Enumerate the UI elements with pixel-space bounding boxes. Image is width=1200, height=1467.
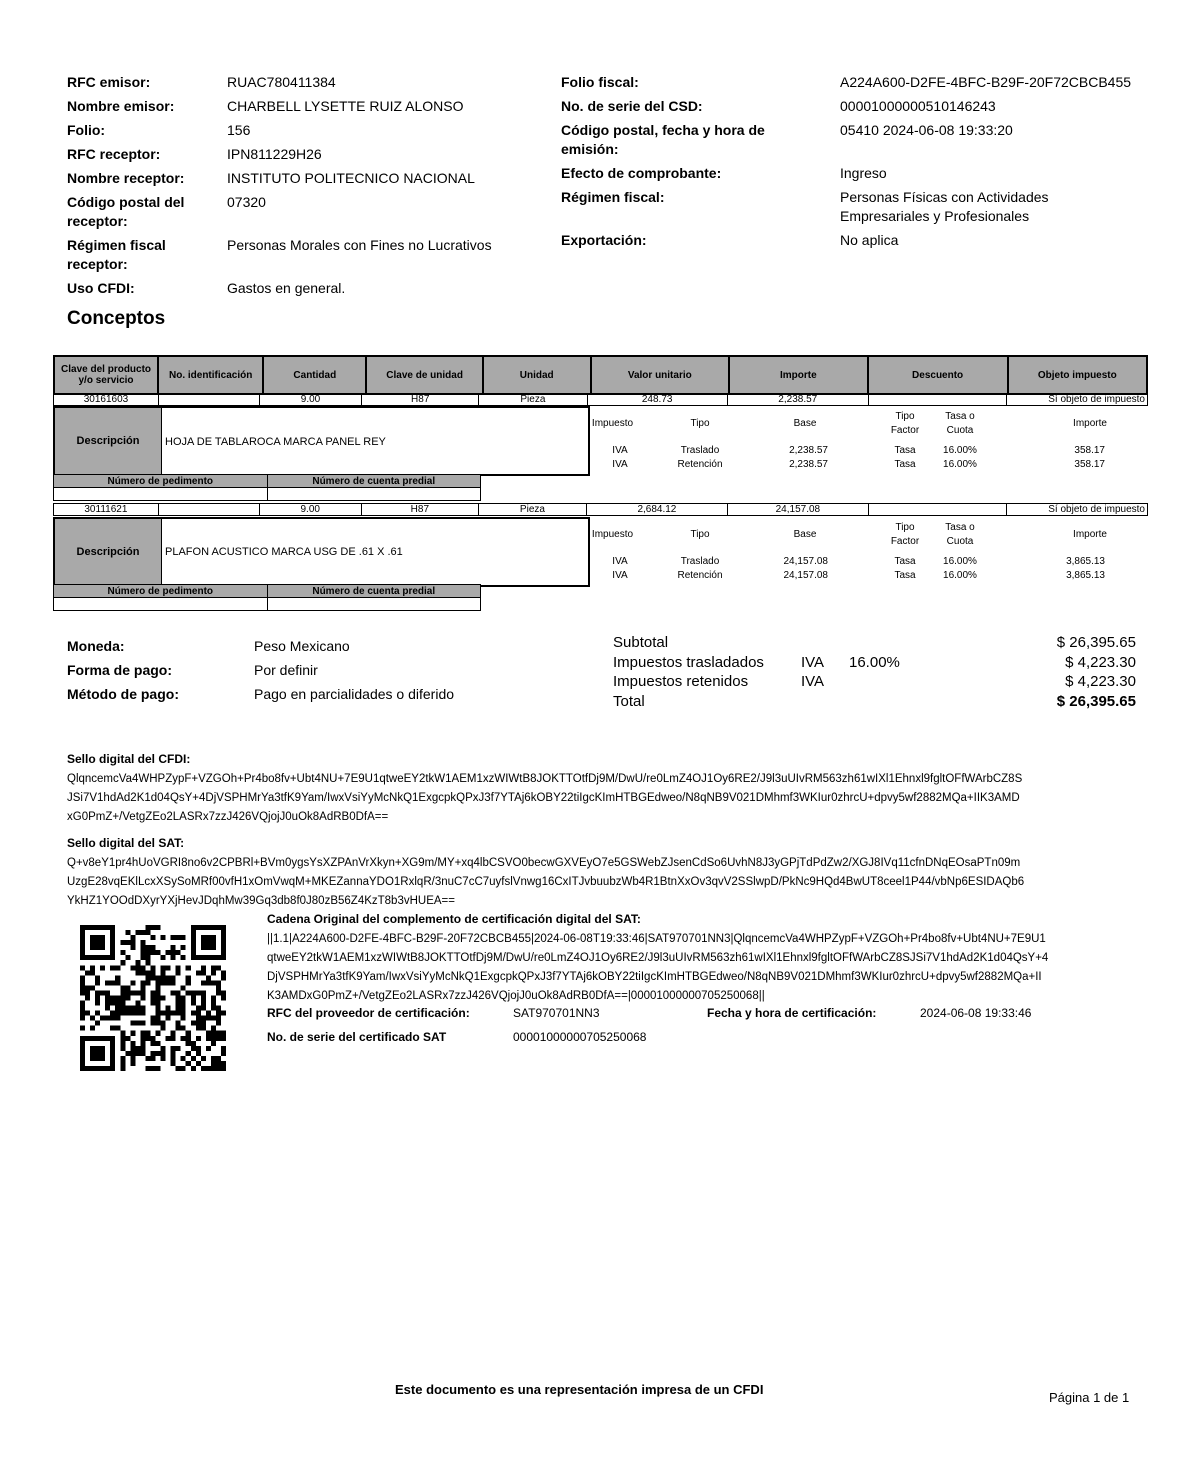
tax-h-tipo: Tipo: [690, 418, 710, 429]
regimen-fiscal-2: Empresariales y Profesionales: [840, 208, 1030, 224]
serie-csd: 00001000000510146243: [840, 98, 996, 114]
descuento: [868, 504, 1006, 516]
sello-cfdi-label: Sello digital del CFDI:: [67, 752, 191, 766]
unidad: Pieza: [478, 504, 586, 516]
sello-cfdi-line: xG0PmZ+/VetgZEo2LASRx7zzJ426VQjojJ0uOk8AdRB0DfA==: [67, 811, 389, 823]
subtotal-label: Subtotal: [613, 634, 669, 651]
descuento: [868, 394, 1006, 406]
tax-h-impuesto: Impuesto: [591, 418, 634, 429]
tax-tipo: Retención: [677, 570, 723, 581]
tax-impuesto: IVA: [612, 556, 628, 567]
page-number: Página 1 de 1: [1049, 1390, 1130, 1405]
sello-cfdi-line: QlqncemcVa4WHPZypF+VZGOh+Pr4bo8fv+Ubt4NU+7E9U1qtweEY2tkW1AEM1xzWIWtB8JOKTTOtfDj9M/DwU/re0LmZ4OJ1Oy6RE2/J9l3uUIvRM563zh61wIXl1Ehnxl9fgltOFfWArbCZ8S: [67, 773, 1023, 785]
header-objeto: Objeto impuesto: [1008, 356, 1147, 394]
tax-h-tasa-2: Cuota: [946, 425, 974, 436]
header-valor-unitario: Valor unitario: [591, 356, 730, 394]
header-clave: Clave del producto y/o servicio: [54, 356, 158, 394]
tax-tipo: Traslado: [680, 445, 720, 456]
conceptos-title: Conceptos: [67, 308, 166, 329]
footer-note: Este documento es una representación impresa de un CFDI: [395, 1382, 764, 1397]
concepto-row: [53, 393, 1148, 406]
tax-importe: 3,865.13: [1066, 570, 1105, 581]
rfc-emisor: RUAC780411384: [227, 74, 336, 90]
tax-h-factor-2: Factor: [890, 425, 920, 436]
tax-tipo: Retención: [677, 459, 723, 470]
conceptos-header: [53, 355, 1148, 395]
tax-importe: 358.17: [1074, 445, 1105, 456]
nombre-emisor-label: Nombre emisor:: [67, 98, 175, 114]
serie-sat-label: No. de serie del certificado SAT: [267, 1030, 447, 1044]
tax-impuesto: IVA: [612, 445, 628, 456]
tax-impuesto: IVA: [612, 570, 628, 581]
moneda-label: Moneda:: [67, 638, 125, 654]
pedimento-value: [54, 598, 268, 611]
importe: 24,157.08: [727, 504, 868, 516]
sello-cfdi: [67, 770, 1152, 827]
tax-h-importe: Importe: [1073, 529, 1107, 540]
rfc-receptor: IPN811229H26: [227, 146, 322, 162]
trasladados-label: Impuestos trasladados: [613, 654, 764, 671]
trasladados-tasa: 16.00%: [849, 654, 900, 671]
total-label: Total: [613, 693, 645, 710]
header-unidad: Unidad: [483, 356, 591, 394]
cp-fecha-label-2: emisión:: [561, 141, 619, 157]
rfc-emisor-label: RFC emisor:: [67, 74, 151, 90]
folio-fiscal-label: Folio fiscal:: [561, 74, 639, 90]
unidad: Pieza: [479, 394, 587, 406]
regimen-receptor-label-2: receptor:: [67, 256, 128, 272]
tax-h-tasa-1: Tasa o: [945, 522, 975, 533]
header-clave-unidad: Clave de unidad: [366, 356, 483, 394]
forma-pago-label: Forma de pago:: [67, 662, 173, 678]
objeto: Sí objeto de impuesto: [1006, 394, 1147, 406]
pedimento-table: [53, 474, 481, 501]
serie-csd-label: No. de serie del CSD:: [561, 98, 703, 114]
tax-factor: Tasa: [894, 459, 916, 470]
cp-fecha: 05410 2024-06-08 19:33:20: [840, 122, 1013, 138]
tax-tasa: 16.00%: [943, 459, 977, 470]
descripcion-box: [53, 517, 590, 587]
serie-sat: 00001000000705250068: [513, 1030, 647, 1044]
tax-factor: Tasa: [894, 570, 916, 581]
cadena-line: K3AMDxG0PmZ+/VetgZEo2LASRx7zzJ426VQjojJ0uOk8AdRB0DfA==|00001000000705250068||: [267, 990, 765, 1002]
no-ident: [158, 504, 259, 516]
cadena-line: ||1.1|A224A600-D2FE-4BFC-B29F-20F72CBCB455|2024-06-08T19:33:46|SAT970701NN3|QlqncemcVa4WHPZypF+VZGOh+Pr4bo8fv+Ubt4NU+7E9U1: [267, 933, 1046, 945]
cuenta-value: [267, 488, 480, 501]
uso-cfdi: Gastos en general.: [227, 280, 346, 296]
tax-base: 2,238.57: [789, 445, 828, 456]
metodo-pago-label: Método de pago:: [67, 686, 179, 702]
uso-cfdi-label: Uso CFDI:: [67, 280, 135, 296]
tax-factor: Tasa: [894, 445, 916, 456]
cadena-line: DjVSPHMrYa3tfK9Yam/IwxVsiYyMcNkQ1ExgcpkQPxJ3f7YTAj6kOBY22tiIgcKImHTBGEdweo/N8qNB9V021DMhmf3WKIur0zhrcU+dpvy5wf2882MQa+II: [267, 971, 1042, 983]
clave: 30161603: [54, 394, 159, 406]
regimen-receptor-label-1: Régimen fiscal: [67, 237, 166, 253]
tax-h-tipo: Tipo: [690, 529, 710, 540]
pedimento-label: Número de pedimento: [54, 585, 268, 598]
cp-receptor-label-2: receptor:: [67, 213, 128, 229]
clave: 30111621: [54, 504, 159, 516]
cantidad: 9.00: [259, 394, 361, 406]
tax-impuesto: IVA: [612, 459, 628, 470]
exportacion-label: Exportación:: [561, 232, 647, 248]
regimen-receptor: Personas Morales con Fines no Lucrativos: [227, 237, 492, 253]
tax-h-importe: Importe: [1073, 418, 1107, 429]
descripcion-box: [53, 406, 590, 476]
trasladados: $ 4,223.30: [1065, 654, 1136, 671]
importe: 2,238.57: [727, 394, 868, 406]
folio-fiscal: A224A600-D2FE-4BFC-B29F-20F72CBCB455: [840, 74, 1132, 90]
retenidos-impuesto: IVA: [801, 673, 825, 690]
metodo-pago: Pago en parcialidades o diferido: [254, 686, 455, 702]
tax-factor: Tasa: [894, 556, 916, 567]
tax-tasa: 16.00%: [943, 570, 977, 581]
cp-fecha-label-1: Código postal, fecha y hora de: [561, 122, 765, 138]
sello-sat: [67, 854, 1152, 911]
header-no-ident: No. identificación: [158, 356, 263, 394]
clave-unidad: H87: [361, 504, 478, 516]
folio-label: Folio:: [67, 122, 106, 138]
regimen-fiscal-1: Personas Físicas con Actividades: [840, 189, 1049, 205]
regimen-fiscal-label: Régimen fiscal:: [561, 189, 665, 205]
tax-h-factor-1: Tipo: [895, 411, 915, 422]
tax-base: 24,157.08: [783, 570, 828, 581]
nombre-emisor: CHARBELL LYSETTE RUIZ ALONSO: [227, 98, 464, 114]
folio: 156: [227, 122, 251, 138]
header-importe: Importe: [729, 356, 868, 394]
tax-table: [590, 521, 1150, 586]
nombre-receptor-label: Nombre receptor:: [67, 170, 185, 186]
qr-code-icon: [80, 925, 226, 1071]
tax-base: 24,157.08: [783, 556, 828, 567]
valor-unitario: 2,684.12: [587, 504, 728, 516]
cantidad: 9.00: [259, 504, 361, 516]
pedimento-value: [54, 488, 268, 501]
no-ident: [158, 394, 259, 406]
tax-h-tasa-2: Cuota: [946, 536, 974, 547]
trasladados-impuesto: IVA: [801, 654, 825, 671]
descripcion: PLAFON ACUSTICO MARCA USG DE .61 X .61: [165, 546, 403, 558]
tax-h-tasa-1: Tasa o: [945, 411, 975, 422]
header-cantidad: Cantidad: [263, 356, 366, 394]
subtotal: $ 26,395.65: [1056, 634, 1136, 651]
cp-receptor-label-1: Código postal del: [67, 194, 185, 210]
cadena-label: Cadena Original del complemento de certificación digital del SAT:: [267, 912, 641, 926]
sello-sat-line: YkHZ1YOOdDXyrYXjHevJDqhMw39Gq3db8f0J80zB56Z4KzT8b3vHUEA==: [67, 895, 455, 907]
total: $ 26,395.65: [1056, 693, 1136, 710]
fecha-cert: 2024-06-08 19:33:46: [920, 1006, 1032, 1020]
cadena-line: qtweEY2tkW1AEM1xzWIWtB8JOKTTOtfDj9M/DwU/re0LmZ4OJ1Oy6RE2/J9l3uUIvRM563zh61wIXl1Ehnxl9fgltOFfWArbCZ8SJSi7V1hdAd2K1d04QsY+4: [267, 952, 1049, 964]
tax-h-base: Base: [793, 529, 817, 540]
tax-h-impuesto: Impuesto: [591, 529, 634, 540]
tax-importe: 358.17: [1074, 459, 1105, 470]
exportacion: No aplica: [840, 232, 899, 248]
forma-pago: Por definir: [254, 662, 318, 678]
rfc-proveedor: SAT970701NN3: [513, 1006, 600, 1020]
tax-table: [590, 410, 1150, 475]
sello-sat-line: Q+v8eY1pr4hUoVGRI8no6v2CPBRl+BVm0ygsYsXZPAnVrXkyn+XG9m/MY+xq4lbCSVO0becwGXVEyO7e5GSWebZJsenCdSo6UvhN8J3yGPjTdPdZw2/XGJ8IVq11cfnDNqEOsaPTn09m: [67, 857, 1021, 869]
concepto-row: [53, 503, 1148, 516]
cp-receptor: 07320: [227, 194, 266, 210]
pedimento-label: Número de pedimento: [54, 475, 268, 488]
valor-unitario: 248.73: [587, 394, 727, 406]
tax-importe: 3,865.13: [1066, 556, 1105, 567]
tax-tasa: 16.00%: [943, 445, 977, 456]
cuenta-label: Número de cuenta predial: [267, 585, 480, 598]
retenidos-label: Impuestos retenidos: [613, 673, 749, 690]
tax-h-base: Base: [793, 418, 817, 429]
nombre-receptor: INSTITUTO POLITECNICO NACIONAL: [227, 170, 475, 186]
efecto: Ingreso: [840, 165, 887, 181]
sello-sat-label: Sello digital del SAT:: [67, 836, 185, 850]
tax-base: 2,238.57: [789, 459, 828, 470]
pedimento-table: [53, 584, 481, 611]
cadena-original: [267, 930, 1152, 1006]
descripcion: HOJA DE TABLAROCA MARCA PANEL REY: [165, 436, 386, 448]
moneda: Peso Mexicano: [254, 638, 350, 654]
sello-sat-line: UzgE28vqEKlLcxXSySoMRf00vfH1xOmVwqM+MKEZannaYDO1RxlqR/3nuC7cC7uyfslVnwg16CxITJvbuubzWb4R1BtnXxOv3qvV2SSlwpD/PkNc9HQd4BwUT8ceel1P44/vbNp6ESIDAQb6: [67, 876, 1025, 888]
rfc-proveedor-label: RFC del proveedor de certificación:: [267, 1006, 470, 1020]
sello-cfdi-line: JSi7V1hdAd2K1d04QsY+4DjVSPHMrYa3tfK9Yam/IwxVsiYyMcNkQ1ExgcpkQPxJ3f7YTAj6kOBY22tiIgcKImHTBGEdweo/N8qNB9V021DMhmf3WKIur0zhrcU+dpvy5wf2882MQa+IIK3AMD: [67, 792, 1020, 804]
cuenta-value: [267, 598, 480, 611]
tax-h-factor-1: Tipo: [895, 522, 915, 533]
tax-tipo: Traslado: [680, 556, 720, 567]
tax-tasa: 16.00%: [943, 556, 977, 567]
fecha-cert-label: Fecha y hora de certificación:: [707, 1006, 877, 1020]
descripcion-label: Descripción: [55, 519, 162, 585]
objeto: Sí objeto de impuesto: [1007, 504, 1148, 516]
descripcion-label: Descripción: [55, 408, 162, 474]
rfc-receptor-label: RFC receptor:: [67, 146, 161, 162]
clave-unidad: H87: [362, 394, 479, 406]
efecto-label: Efecto de comprobante:: [561, 165, 722, 181]
tax-h-factor-2: Factor: [890, 536, 920, 547]
header-descuento: Descuento: [868, 356, 1008, 394]
cuenta-label: Número de cuenta predial: [267, 475, 480, 488]
retenidos: $ 4,223.30: [1065, 673, 1136, 690]
